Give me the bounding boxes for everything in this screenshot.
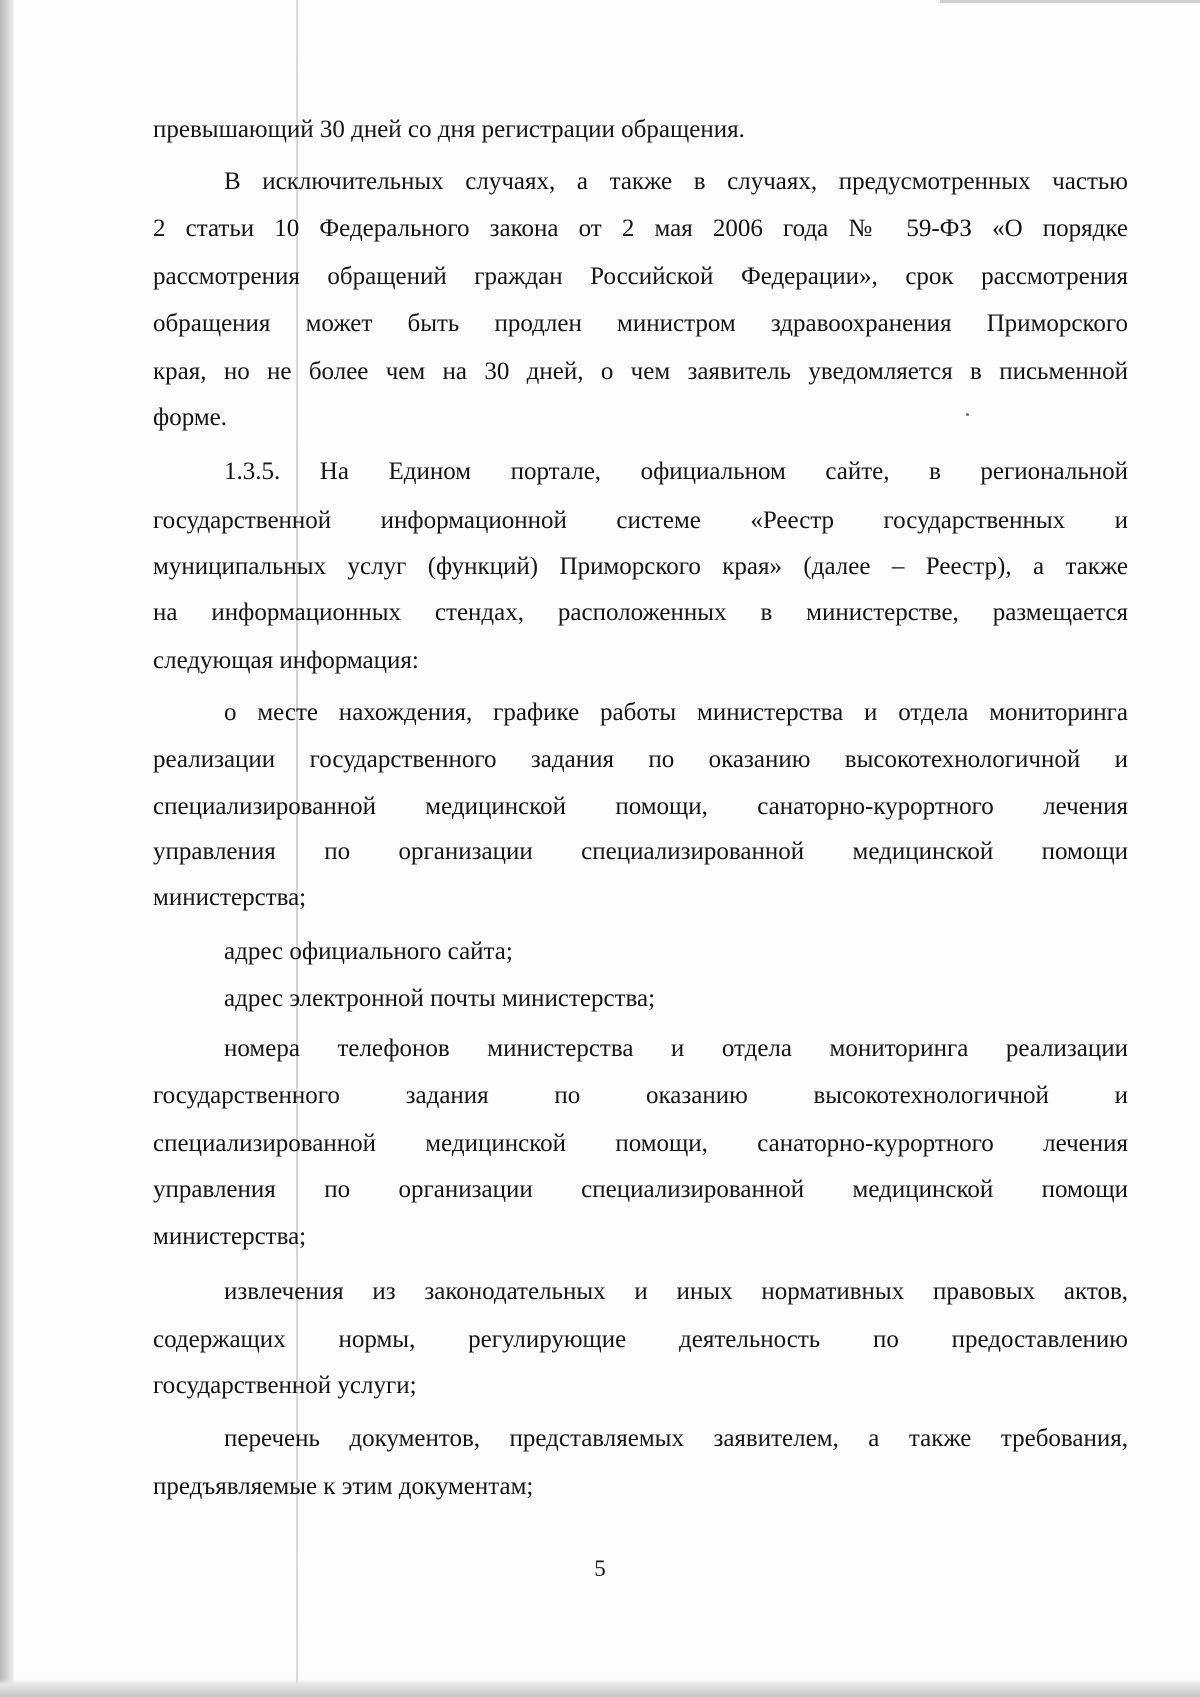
text-line: реализации государственного задания по оказанию высокотехнологичной и: [153, 746, 1128, 773]
text-line: министерства;: [153, 1223, 307, 1250]
text-line: предъявляемые к этим документам;: [153, 1473, 534, 1500]
text-line: министерства;: [153, 884, 307, 911]
text-line: перечень документов, представляемых заявителем, а также требования,: [224, 1425, 1128, 1452]
text-line: муниципальных услуг (функций) Приморского края» (далее – Реестр), а также: [153, 553, 1128, 580]
text-line: государственной услуги;: [153, 1372, 417, 1399]
text-line: 1.3.5. На Едином портале, официальном сайте, в региональной: [224, 458, 1128, 485]
text-line: форме.: [153, 404, 227, 431]
scan-top-line: [940, 0, 1200, 3]
text-line: государственного задания по оказанию высокотехнологичной и: [153, 1082, 1128, 1109]
text-line: адрес официального сайта;: [224, 938, 513, 965]
text-line: специализированной медицинской помощи, санаторно-курортного лечения: [153, 793, 1128, 820]
scan-bottom-edge: [0, 1679, 1200, 1697]
page-number: 5: [594, 1556, 606, 1581]
text-line: на информационных стендах, расположенных в министерстве, размещается: [153, 599, 1128, 626]
text-line: рассмотрения обращений граждан Российской Федерации», срок рассмотрения: [153, 263, 1128, 290]
text-line: специализированной медицинской помощи, санаторно-курортного лечения: [153, 1130, 1128, 1157]
text-line: обращения может быть продлен министром здравоохранения Приморского: [153, 310, 1128, 337]
text-line: содержащих нормы, регулирующие деятельность по предоставлению: [153, 1326, 1128, 1353]
text-line: управления по организации специализированной медицинской помощи: [153, 838, 1128, 865]
text-line: государственной информационной системе «Реестр государственных и: [153, 507, 1128, 534]
text-line: извлечения из законодательных и иных нормативных правовых актов,: [224, 1278, 1128, 1305]
text-line: края, но не более чем на 30 дней, о чем заявитель уведомляется в письменной: [153, 358, 1128, 385]
scan-left-edge: [0, 0, 14, 1697]
text-line: адрес электронной почты министерства;: [224, 985, 656, 1012]
text-line: В исключительных случаях, а также в случаях, предусмотренных частью: [224, 168, 1128, 195]
text-line: о месте нахождения, графике работы министерства и отдела мониторинга: [224, 699, 1128, 726]
text-line: превышающий 30 дней со дня регистрации обращения.: [153, 116, 745, 143]
text-line: 2 статьи 10 Федерального закона от 2 мая 2006 года № 59-ФЗ «О порядке: [153, 215, 1128, 242]
text-line: следующая информация:: [153, 647, 419, 674]
text-line: номера телефонов министерства и отдела мониторинга реализации: [224, 1035, 1128, 1062]
text-line: управления по организации специализированной медицинской помощи: [153, 1176, 1128, 1203]
